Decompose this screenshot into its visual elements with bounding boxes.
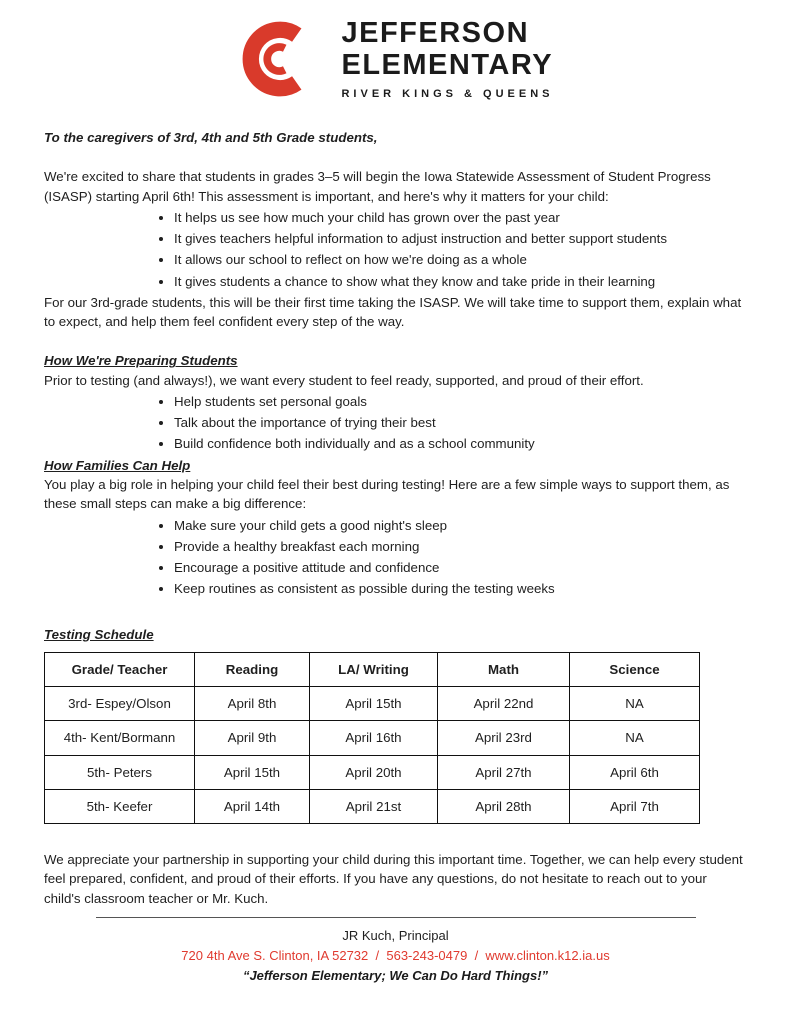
list-item: • It helps us see how much your child has grown over the past year (174, 208, 747, 227)
table-cell: April 15th (195, 755, 310, 789)
table-cell: April 21st (310, 789, 438, 823)
table-header-cell: Grade/ Teacher (45, 652, 195, 686)
heading-families-can-help: How Families Can Help (44, 457, 191, 473)
table-cell: NA (570, 687, 700, 721)
salutation: To the caregivers of 3rd, 4th and 5th Grade students, (44, 130, 378, 145)
table-cell: 5th- Keefer (45, 789, 195, 823)
footer (0, 917, 791, 986)
school-logo-c-icon (237, 16, 323, 102)
table-header-cell: Math (438, 652, 570, 686)
list-item: • Help students set personal goals (174, 392, 747, 411)
table-cell: April 16th (310, 721, 438, 755)
footer-address: 720 4th Ave S. Clinton, IA 52732 (181, 947, 369, 963)
table-cell: April 28th (438, 789, 570, 823)
table-cell: 5th- Peters (45, 755, 195, 789)
list-item: • Encourage a positive attitude and confidence (174, 558, 747, 577)
footer-divider (96, 917, 696, 918)
table-cell: April 8th (195, 687, 310, 721)
table-cell: April 6th (570, 755, 700, 789)
closing-paragraph: We appreciate your partnership in supporting your child during this important time. Together, we can help every student feel prepared, confident, and proud of their efforts. If you have any questions, do not hesitate to reach out to your child's classroom teacher or Mr. Kuch. (44, 852, 743, 906)
testing-schedule-table (44, 652, 700, 824)
list-item: • Provide a healthy breakfast each morning (174, 537, 747, 556)
footer-separator: / (375, 947, 380, 963)
footer-slogan: “Jefferson Elementary; We Can Do Hard Things!” (242, 967, 549, 983)
table-cell: April 23rd (438, 721, 570, 755)
table-cell: April 15th (310, 687, 438, 721)
preparing-paragraph: Prior to testing (and always!), we want every student to feel ready, supported, and proud of their effort. (44, 372, 644, 388)
families-bullet-list (44, 516, 747, 599)
school-name-line2: ELEMENTARY (341, 49, 554, 81)
footer-contact-line (0, 946, 791, 966)
list-item: • Make sure your child gets a good night's sleep (174, 516, 747, 535)
table-header-cell: Reading (195, 652, 310, 686)
footer-phone: 563-243-0479 (386, 947, 468, 963)
table-cell: 4th- Kent/Bormann (45, 721, 195, 755)
list-item: • It gives students a chance to show what they know and take pride in their learning (174, 272, 747, 291)
school-name-line1: JEFFERSON (341, 17, 530, 50)
table-header-cell: LA/ Writing (310, 652, 438, 686)
table-cell: NA (570, 721, 700, 755)
families-paragraph: You play a big role in helping your child feel their best during testing! Here are a few simple ways to support them, as these small steps can make a big difference: (44, 476, 730, 512)
list-item: • Build confidence both individually and as a school community (174, 434, 747, 453)
table-cell: April 22nd (438, 687, 570, 721)
table-header-cell: Science (570, 652, 700, 686)
table-cell: April 14th (195, 789, 310, 823)
footer-website-link[interactable]: www.clinton.k12.ia.us (485, 947, 610, 963)
table-cell: April 27th (438, 755, 570, 789)
intro-paragraph: We're excited to share that students in grades 3–5 will begin the Iowa Statewide Assessment of Student Progress (ISASP) starting April 6th! This assessment is important, and here's why it matters for your child: (44, 169, 711, 204)
preparing-bullet-list (44, 392, 747, 454)
table-row (45, 687, 700, 721)
list-item: • Keep routines as consistent as possible during the testing weeks (174, 579, 747, 598)
table-row (45, 789, 700, 823)
table-cell: April 9th (195, 721, 310, 755)
letterhead (44, 14, 747, 102)
table-row (45, 755, 700, 789)
table-cell: April 20th (310, 755, 438, 789)
heading-testing-schedule: Testing Schedule (44, 626, 154, 642)
school-name-block (341, 18, 553, 100)
list-item: • It allows our school to reflect on how we're doing as a whole (174, 250, 747, 269)
list-item: • It gives teachers helpful information to adjust instruction and better support students (174, 229, 747, 248)
table-header-row (45, 652, 700, 686)
heading-preparing-students: How We're Preparing Students (44, 353, 238, 369)
intro-followup-paragraph: For our 3rd-grade students, this will be their first time taking the ISASP. We will take time to support them, explain what to expect, and help them feel confident every step of the way. (44, 294, 742, 330)
footer-principal: JR Kuch, Principal (342, 927, 449, 943)
list-item: • Talk about the importance of trying their best (174, 413, 747, 432)
table-cell: 3rd- Espey/Olson (45, 687, 195, 721)
school-tagline: RIVER KINGS & QUEENS (341, 87, 554, 100)
table-cell: April 7th (570, 789, 700, 823)
table-row (45, 721, 700, 755)
letter-body (44, 128, 747, 908)
footer-separator: / (474, 947, 479, 963)
intro-bullet-list (44, 208, 747, 291)
